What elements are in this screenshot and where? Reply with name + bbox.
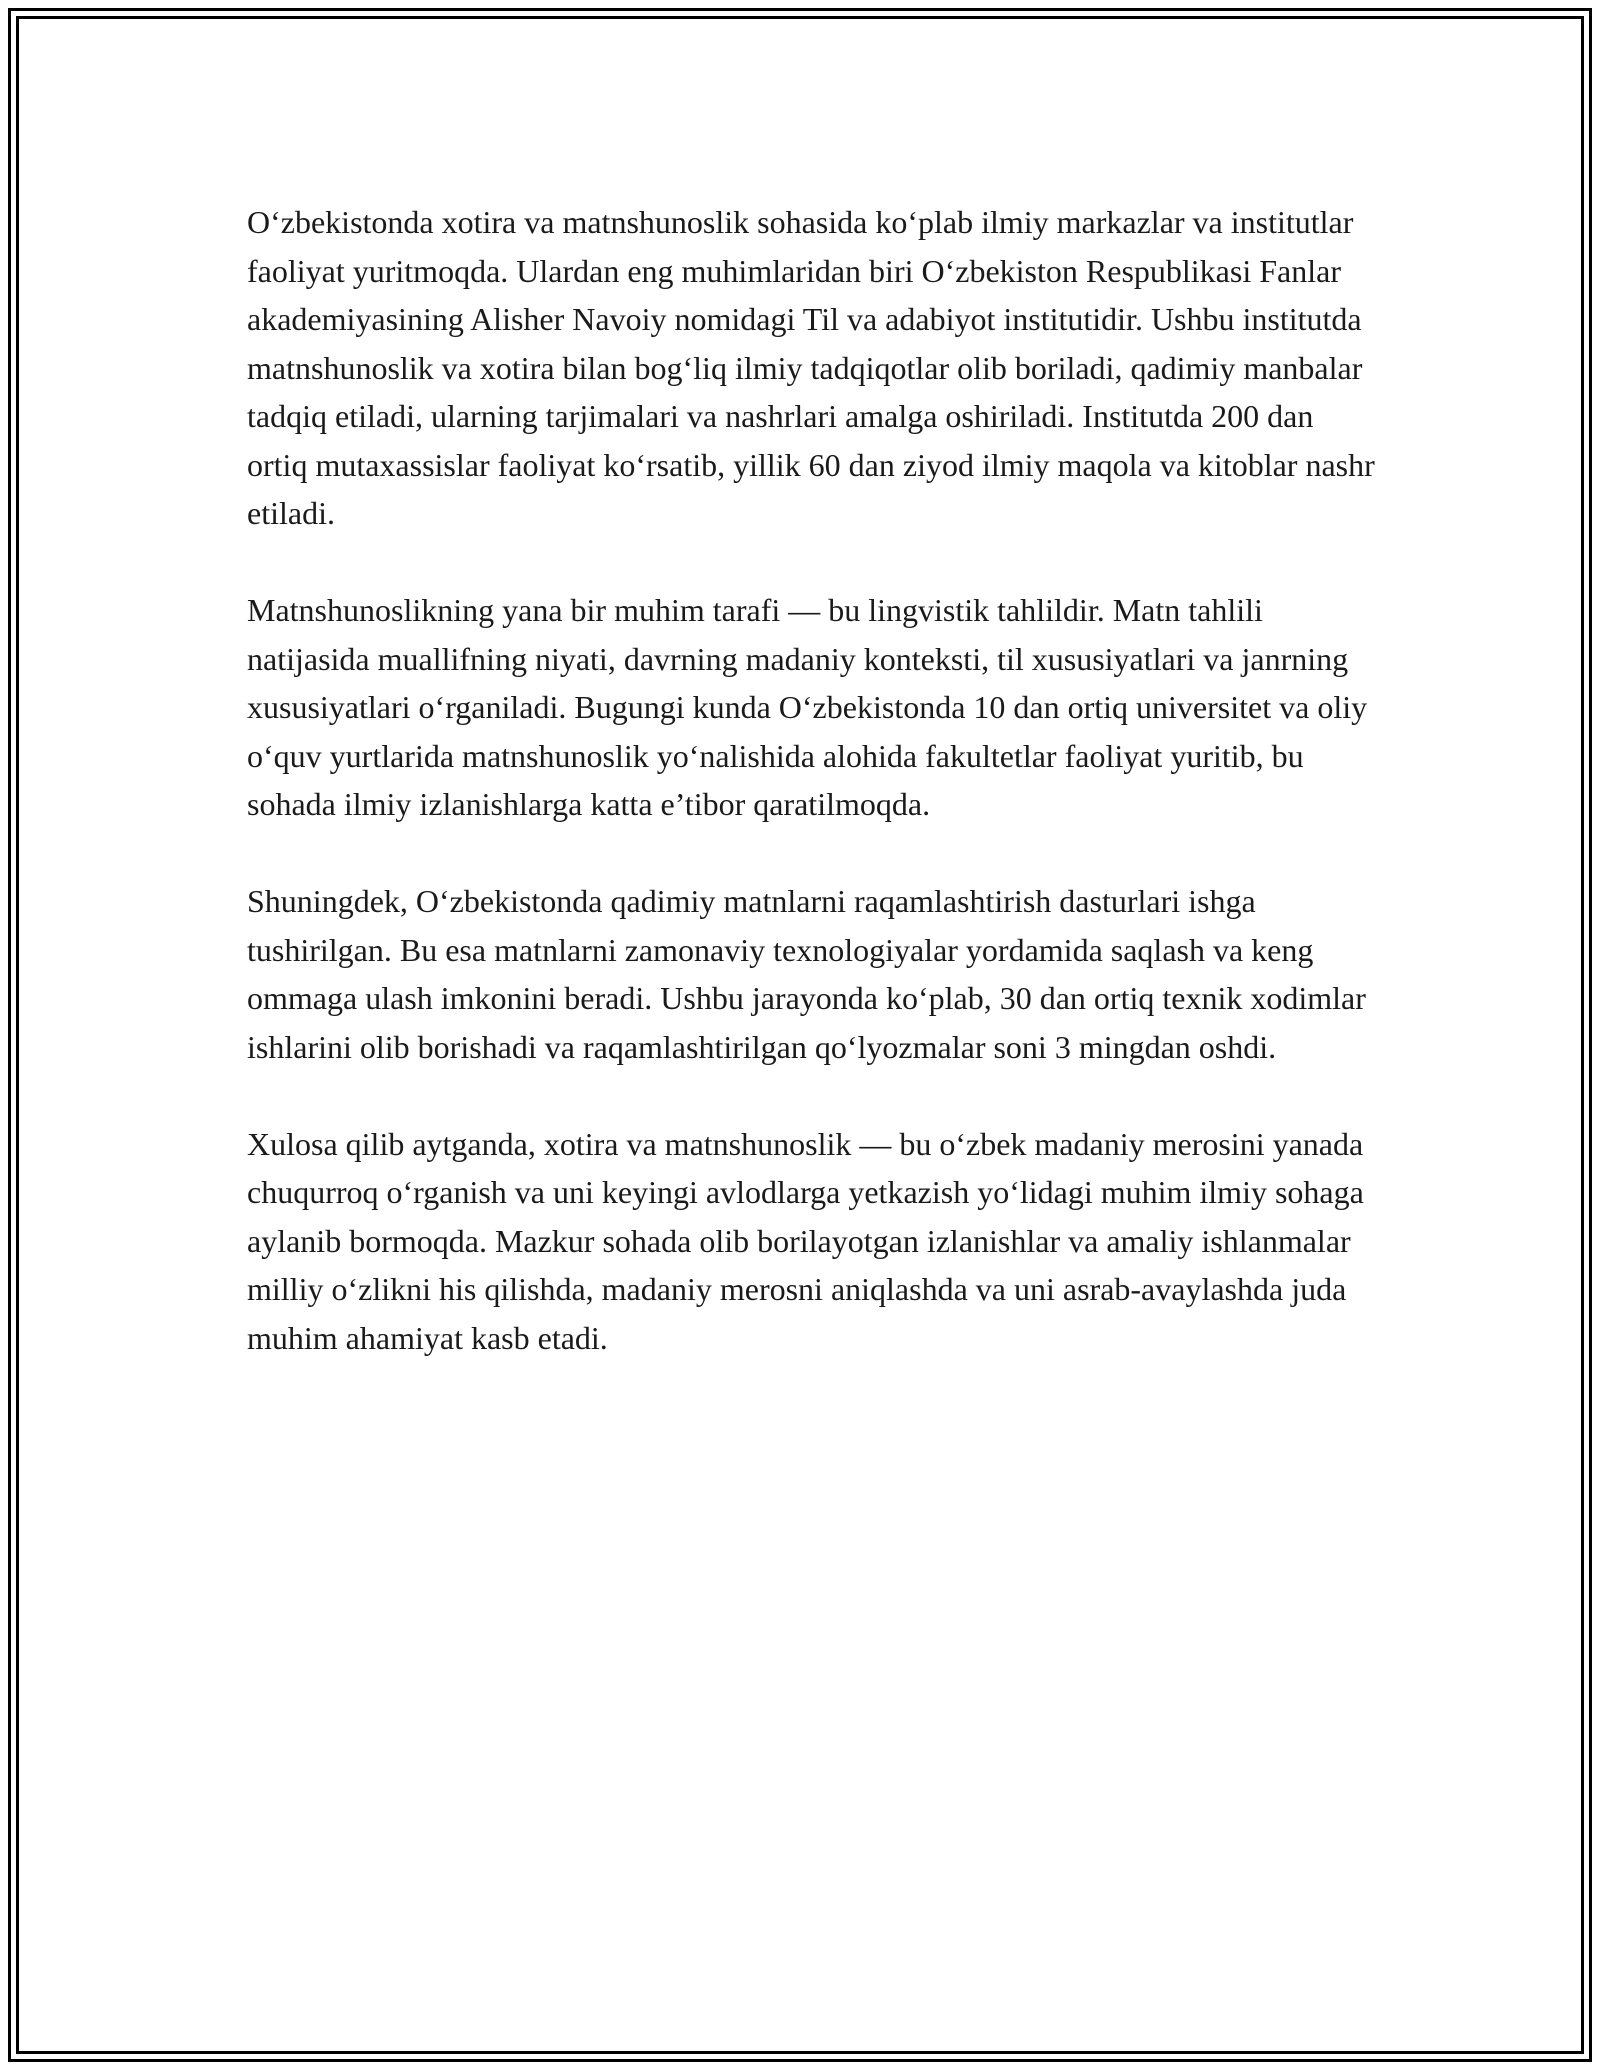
document-body bbox=[247, 198, 1377, 1411]
paragraph-institutes: O‘zbekistonda xotira va matnshunoslik sohasida ko‘plab ilmiy markazlar va institutlar faoliyat yuritmoqda. Ulardan eng muhimlaridan biri O‘zbekiston Respublikasi Fanlar akademiyasining Alisher Navoiy nomidagi Til va adabiyot institutidir. Ushbu institutda matnshunoslik va xotira bilan bog‘liq ilmiy tadqiqotlar olib boriladi, qadimiy manbalar tadqiq etiladi, ularning tarjimalari va nashrlari amalga oshiriladi. Institutda 200 dan ortiq mutaxassislar faoliyat ko‘rsatib, yillik 60 dan ziyod ilmiy maqola va kitoblar nashr etiladi. bbox=[247, 204, 1375, 531]
paragraph-linguistic-analysis: Matnshunoslikning yana bir muhim tarafi — bu lingvistik tahlildir. Matn tahlili natijasida muallifning niyati, davrning madaniy konteksti, til xususiyatlari va janrning xususiyatlari o‘rganiladi. Bugungi kunda O‘zbekistonda 10 dan ortiq universitet va oliy o‘quv yurtlarida matnshunoslik yo‘nalishida alohida fakultetlar faoliyat yuritib, bu sohada ilmiy izlanishlarga katta e’tibor qaratilmoqda. bbox=[247, 592, 1368, 822]
paragraph-conclusion: Xulosa qilib aytganda, xotira va matnshunoslik — bu o‘zbek madaniy merosini yanada chuqurroq o‘rganish va uni keyingi avlodlarga yetkazish yo‘lidagi muhim ilmiy sohaga aylanib bormoqda. Mazkur sohada olib borilayotgan izlanishlar va amaliy ishlanmalar milliy o‘zlikni his qilishda, madaniy merosni aniqlashda va uni asrab-avaylashda juda muhim ahamiyat kasb etadi. bbox=[247, 1125, 1364, 1356]
page-frame bbox=[8, 8, 1592, 2062]
paragraph-digitization: Shuningdek, O‘zbekistonda qadimiy matnlarni raqamlashtirish dasturlari ishga tushirilgan. Bu esa matnlarni zamonaviy texnologiyalar yordamida saqlash va keng ommaga ulash imkonini beradi. Ushbu jarayonda ko‘plab, 30 dan ortiq texnik xodimlar ishlarini olib borishadi va raqamlashtirilgan qo‘lyozmalar soni 3 mingdan oshdi. bbox=[247, 883, 1366, 1065]
